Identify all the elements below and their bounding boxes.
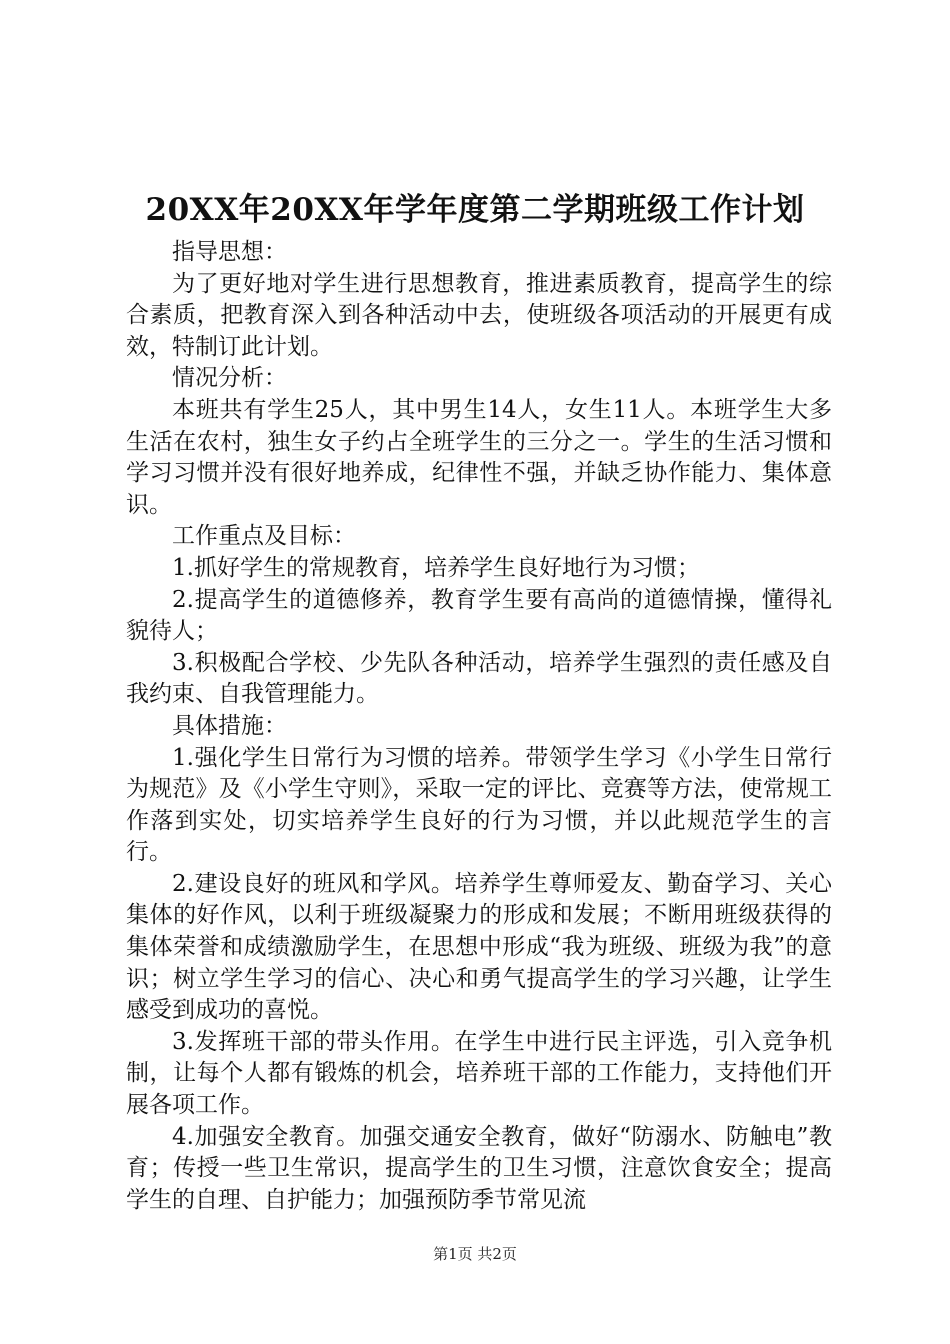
list-item-goal-3: 3.积极配合学校、少先队各种活动，培养学生强烈的责任感及自我约束、自我管理能力。: [126, 649, 832, 708]
page-number: 第1页: [433, 1245, 473, 1263]
section-heading-guiding: 指导思想：: [172, 239, 287, 265]
list-item-measure-3: 3.发挥班干部的带头作用。在学生中进行民主评选，引入竞争机制，让每个人都有锻炼的机会，培养班干部的工作能力，支持他们开展各项工作。: [126, 1028, 832, 1119]
section-heading-situation: 情况分析：: [172, 365, 287, 392]
list-item-measure-4: 4.加强安全教育。加强交通安全教育，做好“防溺水、防触电”教育；传授一些卫生常识，提高学生的卫生习惯，注意饮食安全；提高学生的自理、自护能力；加强预防季节常见流: [126, 1123, 832, 1213]
paragraph-situation: 本班共有学生25人，其中男生14人，女生11人。本班学生大多生活在农村，独生女子约占全班学生的三分之一。学生的生活习惯和学习习惯并没有很好地养成，纪律性不强，并缺乏协作能力、集体意识。: [126, 396, 832, 518]
page-total: 共2页: [477, 1245, 517, 1263]
list-item-goal-2: 2.提高学生的道德修养，教育学生要有高尚的道德情操，懂得礼貌待人；: [126, 586, 832, 645]
list-item-goal-1: 1.抓好学生的常规教育，培养学生良好地行为习惯；: [172, 554, 700, 581]
list-item-measure-1: 1.强化学生日常行为习惯的培养。带领学生学习《小学生日常行为规范》及《小学生守则》，采取一定的评比、竞赛等方法，使常规工作落到实处，切实培养学生良好的行为习惯，并以此规范学生的言行。: [126, 744, 832, 866]
section-heading-measures: 具体措施：: [172, 712, 287, 739]
list-item-measure-2: 2.建设良好的班风和学风。培养学生尊师爱友、勤奋学习、关心集体的好作风，以利于班级凝聚力的形成和发展；不断用班级获得的集体荣誉和成绩激励学生，在思想中形成“我为班级、班级为我”的意识；树立学生学习的信心、决心和勇气提高学生的学习兴趣，让学生感受到成功的喜悦。: [126, 870, 832, 1024]
document-title: 20XX年20XX年学年度第二学期班级工作计划: [145, 192, 805, 228]
section-heading-goals: 工作重点及目标：: [172, 523, 356, 550]
document-body: [126, 237, 832, 1216]
paragraph-guiding: 为了更好地对学生进行思想教育，推进素质教育，提高学生的综合素质，把教育深入到各种活动中去，使班级各项活动的开展更有成效，特制订此计划。: [126, 270, 832, 360]
page-footer: [0, 1244, 950, 1264]
